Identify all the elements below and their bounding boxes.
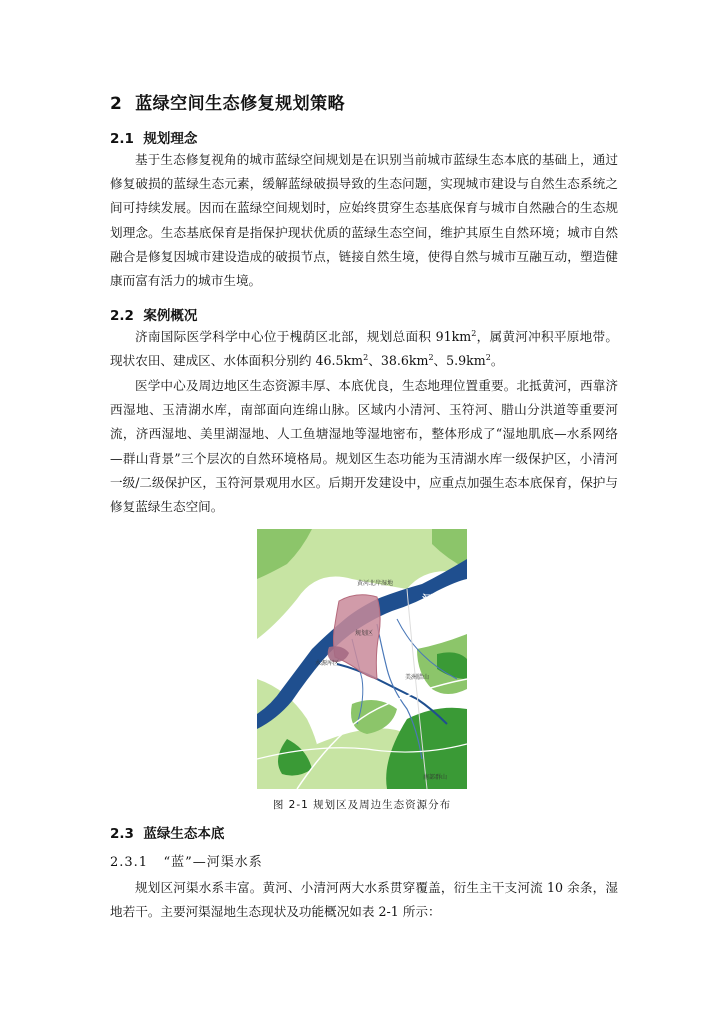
superscript: 2: [428, 353, 434, 363]
section-heading-blue-green-base: [110, 822, 224, 842]
map-label-river-east: 河: [422, 593, 433, 606]
overview-text-a: 济南国际医学科学中心位于槐荫区北部，规划总面积 91km: [135, 329, 472, 344]
overview-text-c: 、38.6km: [368, 353, 429, 369]
overview-text-d: 、5.9km: [433, 353, 486, 369]
subsection-title: “蓝”—河渠水系: [163, 855, 263, 870]
map-label-wetland-north: 黄河北岸湿地: [357, 580, 394, 587]
map-graphic: [257, 529, 467, 789]
subsection-heading-blue: [110, 851, 263, 870]
section-title: 蓝绿生态本底: [143, 826, 225, 842]
chapter-number: 2: [110, 94, 123, 114]
paragraph-blue-intro: 规划区河渠水系丰富。黄河、小清河两大水系贯穿覆盖，衍生主干支河流 10 余条，湿地若干。主要河渠湿地生态现状及功能概况如表 2-1 所示：: [110, 880, 618, 920]
section-number: 2.2: [110, 308, 134, 324]
section-title: 案例概况: [143, 308, 198, 324]
subsection-number: 2.3.1: [110, 855, 149, 870]
chapter-title: 蓝绿空间生态修复规划策略: [135, 94, 346, 114]
map-label-river-west: 黄: [307, 623, 318, 636]
section-number: 2.3: [110, 826, 134, 842]
map-label-reservoir: 水源库区: [315, 660, 340, 667]
superscript: 2: [471, 328, 477, 338]
map-label-mountain-mid: 美洲腊山: [405, 674, 430, 681]
paragraph-overview-resources: 医学中心及周边地区生态资源丰厚、本底优良，生态地理位置重要。北抵黄河，西靠济西湿地、玉清湖水库，南部面向连绵山脉。区域内小清河、玉符河、腊山分洪道等重要河流，济西湿地、美里湖湿地、人工鱼塘湿地等湿地密布，整体形成了“湿地肌底—水系网络—群山背景”三个层次的自然环境格局。规划区生态功能为玉清湖水库一级保护区，小清河一级/二级保护区，玉符河景观用水区。后期开发建设中，应重点加强生态本底保育，保护与修复蓝绿生态空间。: [110, 378, 618, 515]
section-title: 规划理念: [143, 131, 198, 147]
paragraph-concept: 基于生态修复视角的城市蓝绿空间规划是在识别当前城市蓝绿生态本底的基础上，通过修复破损的蓝绿生态元素，缓解蓝绿破损导致的生态问题，实现城市建设与自然生态系统之间可持续发展。因而在蓝绿空间规划时，应始终贯穿生态基底保育与城市自然融合的生态规划理念。生态基底保育是指保护现状优质的蓝绿生态空间，维护其原生自然环境；城市自然融合是修复因城市建设造成的破损节点，链接自然生境，使得自然与城市互融互动，塑造健康而富有活力的城市生境。: [110, 152, 618, 289]
figure-caption: 图 2-1 规划区及周边生态资源分布: [272, 799, 452, 811]
section-heading-overview: [110, 304, 197, 324]
superscript: 2: [485, 353, 491, 363]
superscript: 2: [363, 353, 369, 363]
ecological-resource-map: [257, 529, 467, 789]
paragraph-overview-area: [110, 325, 618, 373]
section-heading-concept: [110, 127, 197, 147]
chapter-heading: [110, 89, 345, 114]
overview-text-e: 。: [490, 353, 504, 369]
map-label-mountain-south: 南部群山: [423, 774, 448, 781]
section-number: 2.1: [110, 131, 134, 147]
overview-text-b: ，属黄河冲积平原地带。现状农田、建成区、水体面积分别约 46.5km: [110, 329, 619, 369]
map-label-planning-area: 规划区: [355, 630, 374, 637]
